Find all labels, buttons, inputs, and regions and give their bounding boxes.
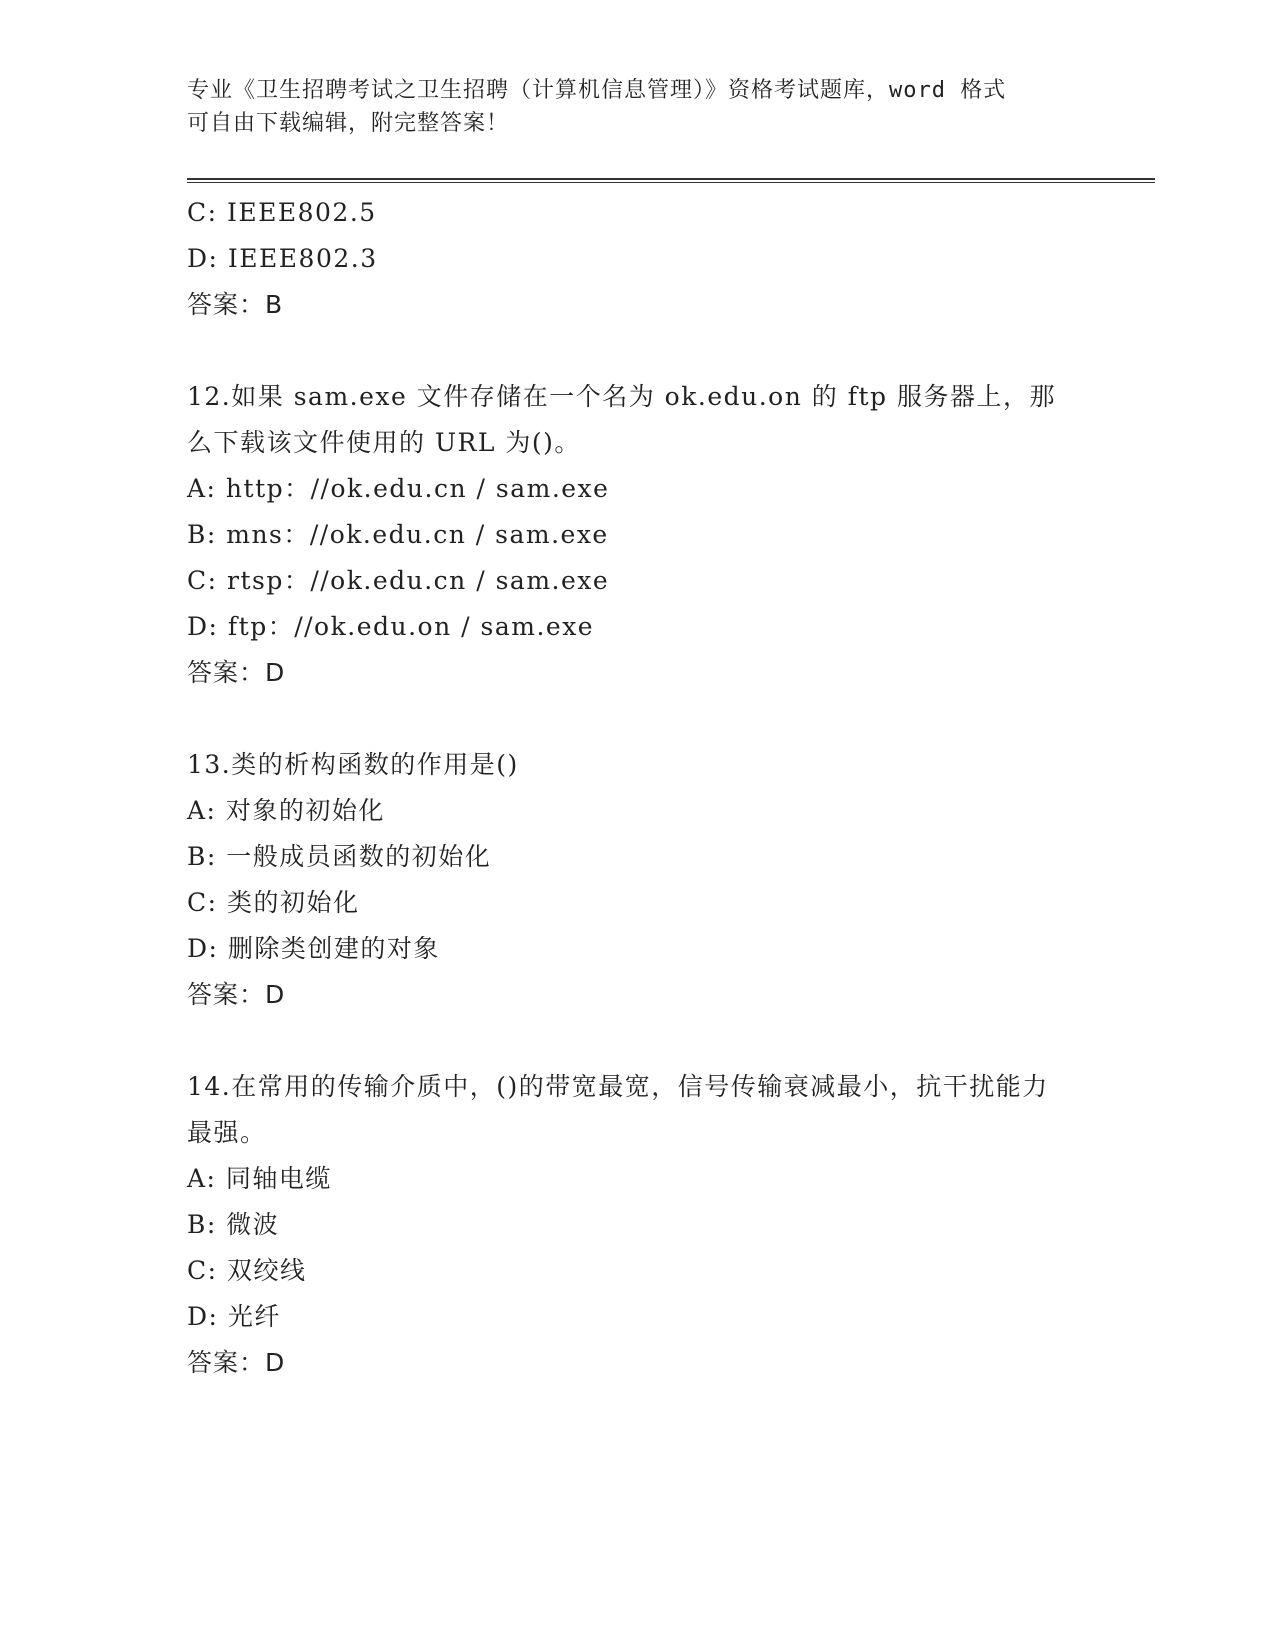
question-11-continued — [187, 190, 1087, 328]
option-d: D: IEEE802.3 — [187, 244, 378, 273]
option-d: D: ftp：//ok.edu.on / sam.exe — [187, 612, 595, 641]
option-a: A: 对象的初始化 — [187, 796, 385, 825]
question-13 — [187, 742, 1087, 1018]
answer-label: 答案：D — [187, 1348, 286, 1377]
option-b: B: 微波 — [187, 1210, 280, 1239]
option-c: C: IEEE802.5 — [187, 198, 377, 227]
question-stem: 13.类的析构函数的作用是() — [187, 750, 519, 779]
spacer — [187, 1018, 1087, 1064]
option-c: C: 类的初始化 — [187, 888, 360, 917]
option-b: B: mns：//ok.edu.cn / sam.exe — [187, 520, 609, 549]
question-stem: 12.如果 sam.exe 文件存储在一个名为 ok.edu.on 的 ftp 服务器上，那么下载该文件使用的 URL 为()。 — [187, 382, 1056, 457]
answer-label: 答案：D — [187, 658, 286, 687]
option-d: D: 删除类创建的对象 — [187, 934, 440, 963]
header-divider — [187, 178, 1155, 183]
question-stem: 14.在常用的传输介质中，()的带宽最宽，信号传输衰减最小，抗干扰能力最强。 — [187, 1072, 1049, 1147]
header-line-1: 专业《卫生招聘考试之卫生招聘（计算机信息管理）》资格考试题库，word 格式 — [187, 78, 1007, 103]
answer-label: 答案：D — [187, 980, 286, 1009]
answer-label: 答案：B — [187, 290, 284, 319]
question-14 — [187, 1064, 1087, 1386]
spacer — [187, 696, 1087, 742]
header-line-2: 可自由下载编辑，附完整答案！ — [187, 111, 510, 136]
option-c: C: 双绞线 — [187, 1256, 307, 1285]
document-header — [187, 74, 1067, 140]
option-a: A: 同轴电缆 — [187, 1164, 332, 1193]
option-d: D: 光纤 — [187, 1302, 281, 1331]
question-list — [187, 190, 1087, 1386]
option-b: B: 一般成员函数的初始化 — [187, 842, 492, 871]
option-a: A: http：//ok.edu.cn / sam.exe — [187, 474, 610, 503]
question-12 — [187, 374, 1087, 696]
option-c: C: rtsp：//ok.edu.cn / sam.exe — [187, 566, 610, 595]
spacer — [187, 328, 1087, 374]
